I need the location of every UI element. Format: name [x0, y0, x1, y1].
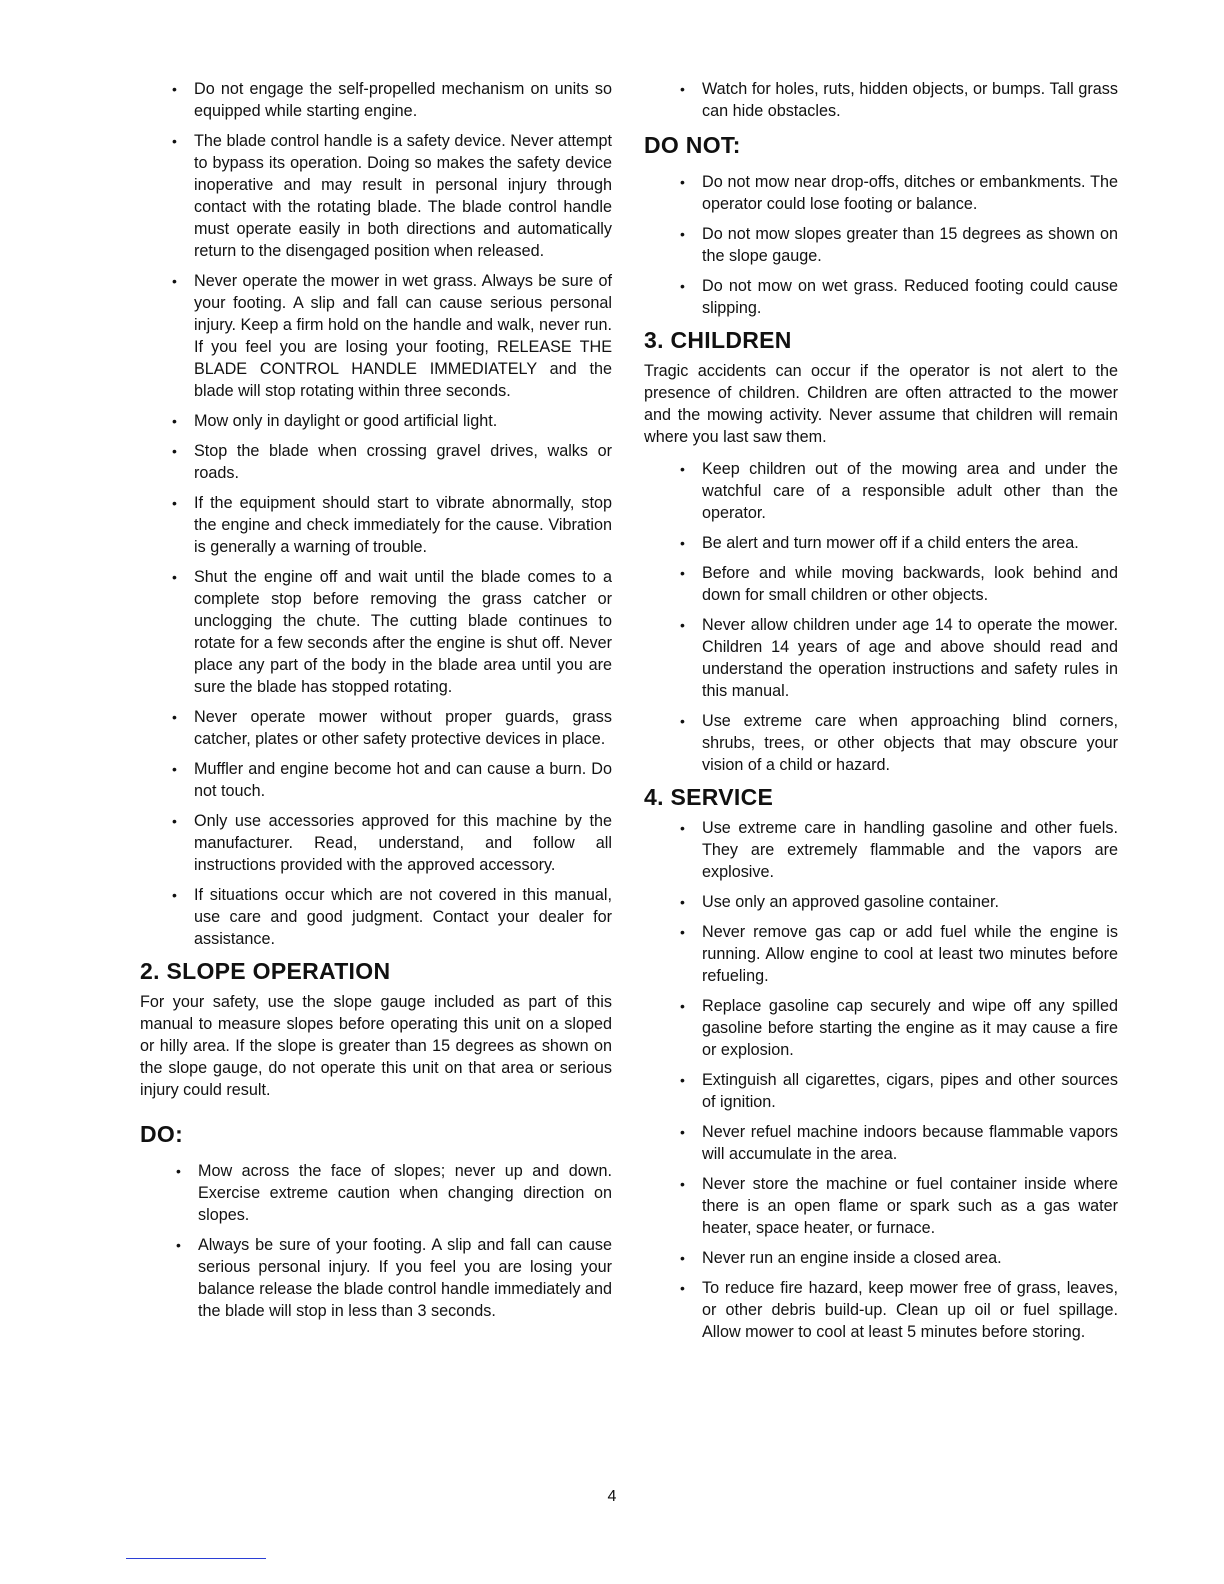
list-item: • Before and while moving backwards, look behind and down for small children or other objects. [702, 562, 1118, 606]
list-item: • Never operate the mower in wet grass. Always be sure of your footing. A slip and fall can cause serious personal injury. Keep a firm hold on the handle and walk, never run. If you feel you are losing your footing, RELEASE THE BLADE CONTROL HANDLE IMMEDIATELY and the blade will stop rotating within three seconds. [194, 270, 612, 402]
list-item: • Do not mow near drop-offs, ditches or embankments. The operator could lose footing or balance. [702, 171, 1118, 215]
list-item: • Never remove gas cap or add fuel while the engine is running. Allow engine to cool at least two minutes before refueling. [702, 921, 1118, 987]
list-item: • Use extreme care when approaching blind corners, shrubs, trees, or other objects that may obscure your vision of a child or hazard. [702, 710, 1118, 776]
list-item: • To reduce fire hazard, keep mower free of grass, leaves, or other debris build-up. Clean up oil or fuel spillage. Allow mower to cool at least 5 minutes before storing. [702, 1277, 1118, 1343]
left-column [140, 78, 612, 1330]
list-item: • Do not engage the self-propelled mechanism on units so equipped while starting engine. [194, 78, 612, 122]
general-safety-list [140, 78, 612, 950]
list-item: • Mow across the face of slopes; never up and down. Exercise extreme caution when changing direction on slopes. [198, 1160, 612, 1226]
list-item: • Only use accessories approved for this machine by the manufacturer. Read, understand, and follow all instructions provided with the approved accessory. [194, 810, 612, 876]
list-item: • If situations occur which are not covered in this manual, use care and good judgment. Contact your dealer for assistance. [194, 884, 612, 950]
list-item: • Muffler and engine become hot and can cause a burn. Do not touch. [194, 758, 612, 802]
list-item: • Never refuel machine indoors because flammable vapors will accumulate in the area. [702, 1121, 1118, 1165]
slope-operation-paragraph: For your safety, use the slope gauge included as part of this manual to measure slopes before operating this unit on a sloped or hilly area. If the slope is greater than 15 degrees as shown on the slope gauge, do not operate this unit on that area or serious injury could result. [140, 993, 612, 1099]
children-list [644, 458, 1118, 776]
list-item: • Always be sure of your footing. A slip and fall can cause serious personal injury. If you feel you are losing your balance release the blade control handle immediately and the blade will stop in less than 3 seconds. [198, 1234, 612, 1322]
list-item: • Use only an approved gasoline container. [702, 891, 1118, 913]
page-number: 4 [607, 1488, 617, 1505]
list-item: • Watch for holes, ruts, hidden objects, or bumps. Tall grass can hide obstacles. [702, 78, 1118, 122]
list-item: • Do not mow slopes greater than 15 degrees as shown on the slope gauge. [702, 223, 1118, 267]
list-item: • Never allow children under age 14 to operate the mower. Children 14 years of age and above should read and understand the operation instructions and safety rules in this manual. [702, 614, 1118, 702]
service-list [644, 817, 1118, 1343]
children-heading: 3. CHILDREN [644, 327, 792, 353]
list-item: • Shut the engine off and wait until the blade comes to a complete stop before removing the grass catcher or unclogging the chute. The cutting blade continues to rotate for a few seconds after the engine is shut off. Never place any part of the body in the blade area until you are sure the blade has stopped rotating. [194, 566, 612, 698]
list-item: • Extinguish all cigarettes, cigars, pipes and other sources of ignition. [702, 1069, 1118, 1113]
do-not-list [644, 171, 1118, 319]
do-list [140, 1160, 612, 1322]
list-item: • Never run an engine inside a closed area. [702, 1247, 1118, 1269]
list-item: • The blade control handle is a safety device. Never attempt to bypass its operation. Doing so makes the safety device inoperative and may result in personal injury through contact with the rotating blade. The blade control handle must operate easily in both directions and automatically return to the disengaged position when released. [194, 130, 612, 262]
do-heading: DO: [140, 1121, 184, 1147]
slope-continued-list [644, 78, 1118, 122]
children-paragraph: Tragic accidents can occur if the operator is not alert to the presence of children. Children are often attracted to the mower and the mowing activity. Never assume that children will remain where you last saw them. [644, 362, 1118, 446]
list-item: • Mow only in daylight or good artificial light. [194, 410, 612, 432]
link-underline [126, 1558, 266, 1559]
list-item: • Use extreme care in handling gasoline and other fuels. They are extremely flammable and the vapors are explosive. [702, 817, 1118, 883]
list-item: • Keep children out of the mowing area and under the watchful care of a responsible adult other than the operator. [702, 458, 1118, 524]
list-item: • Replace gasoline cap securely and wipe off any spilled gasoline before starting the engine as it may cause a fire or explosion. [702, 995, 1118, 1061]
list-item: • If the equipment should start to vibrate abnormally, stop the engine and check immediately for the cause. Vibration is generally a warning of trouble. [194, 492, 612, 558]
list-item: • Be alert and turn mower off if a child enters the area. [702, 532, 1118, 554]
list-item: • Stop the blade when crossing gravel drives, walks or roads. [194, 440, 612, 484]
service-heading: 4. SERVICE [644, 784, 774, 810]
slope-operation-heading: 2. SLOPE OPERATION [140, 958, 391, 984]
list-item: • Never operate mower without proper guards, grass catcher, plates or other safety protective devices in place. [194, 706, 612, 750]
right-column [644, 78, 1118, 1351]
list-item: • Never store the machine or fuel container inside where there is an open flame or spark such as a gas water heater, space heater, or furnace. [702, 1173, 1118, 1239]
list-item: • Do not mow on wet grass. Reduced footing could cause slipping. [702, 275, 1118, 319]
do-not-heading: DO NOT: [644, 132, 741, 158]
